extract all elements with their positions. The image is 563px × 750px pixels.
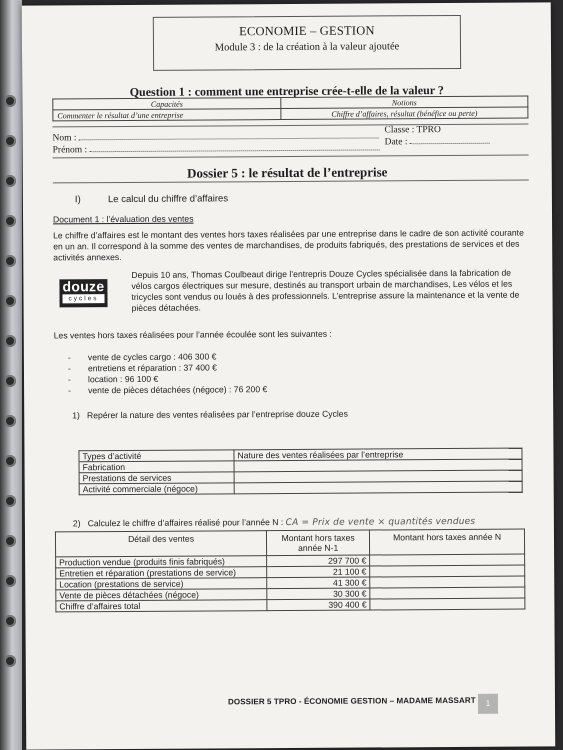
table-header: Montant hors taxes année N-1 xyxy=(266,530,369,556)
binder-hole xyxy=(4,535,16,547)
table-cell: 390 400 € xyxy=(267,599,370,611)
binder-hole xyxy=(4,615,16,627)
binder-hole xyxy=(4,175,16,187)
capacites-header: Capacités xyxy=(53,98,281,110)
question-2-text: 2) Calculez le chiffre d’affaires réalisé pour l’année N : xyxy=(72,517,284,529)
list-item: - vente de pièces détachées (négoce) : 76 200 € xyxy=(68,384,268,396)
activity-table xyxy=(78,448,522,496)
table-header: Types d’activité xyxy=(79,450,234,462)
question-1: 1) Repérer la nature des ventes réalisées par l’entreprise douze Cycles xyxy=(72,408,348,421)
answer-cell[interactable] xyxy=(234,481,522,494)
table-header: Nature des ventes réalisées par l’entreprise xyxy=(234,448,522,461)
table-cell: 30 300 € xyxy=(267,588,370,600)
date-field[interactable] xyxy=(385,137,490,148)
binder-strip xyxy=(0,0,22,750)
classe-label: Classe : TPRO xyxy=(384,125,441,136)
document1-paragraph: Le chiffre d’affaires est le montant des ventes hors taxes réalisées par une entreprise dans le cadre de son activité courante en un an. Il correspond à la somme des ventes de marchandises, de produits fabriqués, des prestations de services et des activités annexes. xyxy=(53,227,524,263)
question-title: Question 1 : comment une entreprise crée-t-elle de la valeur ? xyxy=(129,83,444,99)
list-item: - entretiens et réparation : 37 400 € xyxy=(67,362,217,374)
ca-table xyxy=(55,529,525,613)
binder-hole xyxy=(4,375,16,387)
prenom-label: Prénom : xyxy=(52,145,88,156)
nom-dotted-line xyxy=(79,137,379,140)
notions-header: Notions xyxy=(281,96,528,109)
document1-title: Document 1 : l’évaluation des ventes xyxy=(53,213,194,225)
notions-cell: Chiffre d’affaires, résultat (bénéfice ou perte) xyxy=(281,107,528,120)
table-row xyxy=(56,598,525,612)
table-row xyxy=(79,481,522,495)
worksheet-page xyxy=(22,2,556,749)
date-dotted-line xyxy=(410,143,490,144)
binder-hole xyxy=(4,215,16,227)
header-module: Module 3 : de la création à la valeur ajoutée xyxy=(214,41,400,54)
divider xyxy=(53,155,529,159)
ventes-intro: Les ventes hors taxes réalisées pour l’année écoulée sont les suivantes : xyxy=(53,328,332,341)
logo-word-douze: douze xyxy=(62,278,105,295)
capacites-cell: Commenter le résultat d’une entreprise xyxy=(53,109,281,121)
ventes-list xyxy=(68,351,267,396)
binder-hole xyxy=(4,135,16,147)
dossier-title: Dossier 5 : le résultat de l’entreprise xyxy=(187,164,388,181)
section-number: I) xyxy=(74,194,81,206)
table-cell: Production vendue (produits finis fabriqués) xyxy=(56,556,267,568)
table-cell: Vente de pièces détachées (négoce) xyxy=(56,589,267,601)
answer-cell[interactable] xyxy=(370,598,525,610)
douze-cycles-logo xyxy=(59,279,107,307)
table-cell: Chiffre d’affaires total xyxy=(56,600,267,612)
list-item: - location : 96 100 € xyxy=(67,373,159,385)
divider xyxy=(52,124,528,128)
prenom-field[interactable] xyxy=(53,143,380,155)
nom-field[interactable] xyxy=(53,131,379,143)
table-header: Détail des ventes xyxy=(55,531,266,557)
table-cell: Entretien et réparation (prestations de service) xyxy=(56,567,267,579)
table-cell: 297 700 € xyxy=(267,555,370,567)
binder-hole xyxy=(4,295,16,307)
header-title: ECONOMIE – GESTION xyxy=(239,23,375,39)
classe-field xyxy=(384,125,440,135)
prenom-dotted-line xyxy=(90,149,380,152)
list-item: - vente de cycles cargo : 406 300 € xyxy=(67,351,217,363)
table-cell: Fabrication xyxy=(79,461,234,473)
table-cell: 21 100 € xyxy=(267,566,370,578)
binder-hole xyxy=(4,95,16,107)
table-cell: Activité commerciale (négoce) xyxy=(79,483,234,495)
binder-hole xyxy=(4,575,16,587)
capacites-table xyxy=(52,96,528,122)
header-box xyxy=(153,15,461,71)
page-number: 1 xyxy=(478,694,498,714)
binder-hole xyxy=(4,335,16,347)
company-paragraph: Depuis 10 ans, Thomas Coulbeaut dirige l’entrepris Douze Cycles spécialisée dans la fabrication de vélos cargos électriques sur mesure, destinés au transport urbain de marchandises, Les vélos et les tricycles sont vendus ou loués à des professionnels. L’entreprise assure la maintenance et la vente de pièces détachées. xyxy=(131,267,520,313)
date-label: Date : xyxy=(384,137,408,148)
logo-word-cycles: cycles xyxy=(62,294,104,303)
binder-hole xyxy=(4,255,16,267)
binder-hole xyxy=(4,415,16,427)
handwritten-formula: CA = Prix de vente × quantités vendues xyxy=(285,516,476,529)
table-header: Montant hors taxes année N xyxy=(370,529,525,555)
binder-hole xyxy=(4,495,16,507)
binder-hole xyxy=(4,655,16,667)
section-heading xyxy=(75,193,228,205)
question-2 xyxy=(73,516,475,530)
section-title: Le calcul du chiffre d’affaires xyxy=(107,193,229,206)
binder-hole xyxy=(4,455,16,467)
table-cell: Location (prestations de service) xyxy=(56,578,267,590)
nom-label: Nom : xyxy=(52,133,77,144)
footer-text: DOSSIER 5 TPRO - ÉCONOMIE GESTION – MADAME MASSART xyxy=(227,695,476,707)
table-cell: Prestations de services xyxy=(79,472,234,484)
table-cell: 41 300 € xyxy=(267,577,370,589)
